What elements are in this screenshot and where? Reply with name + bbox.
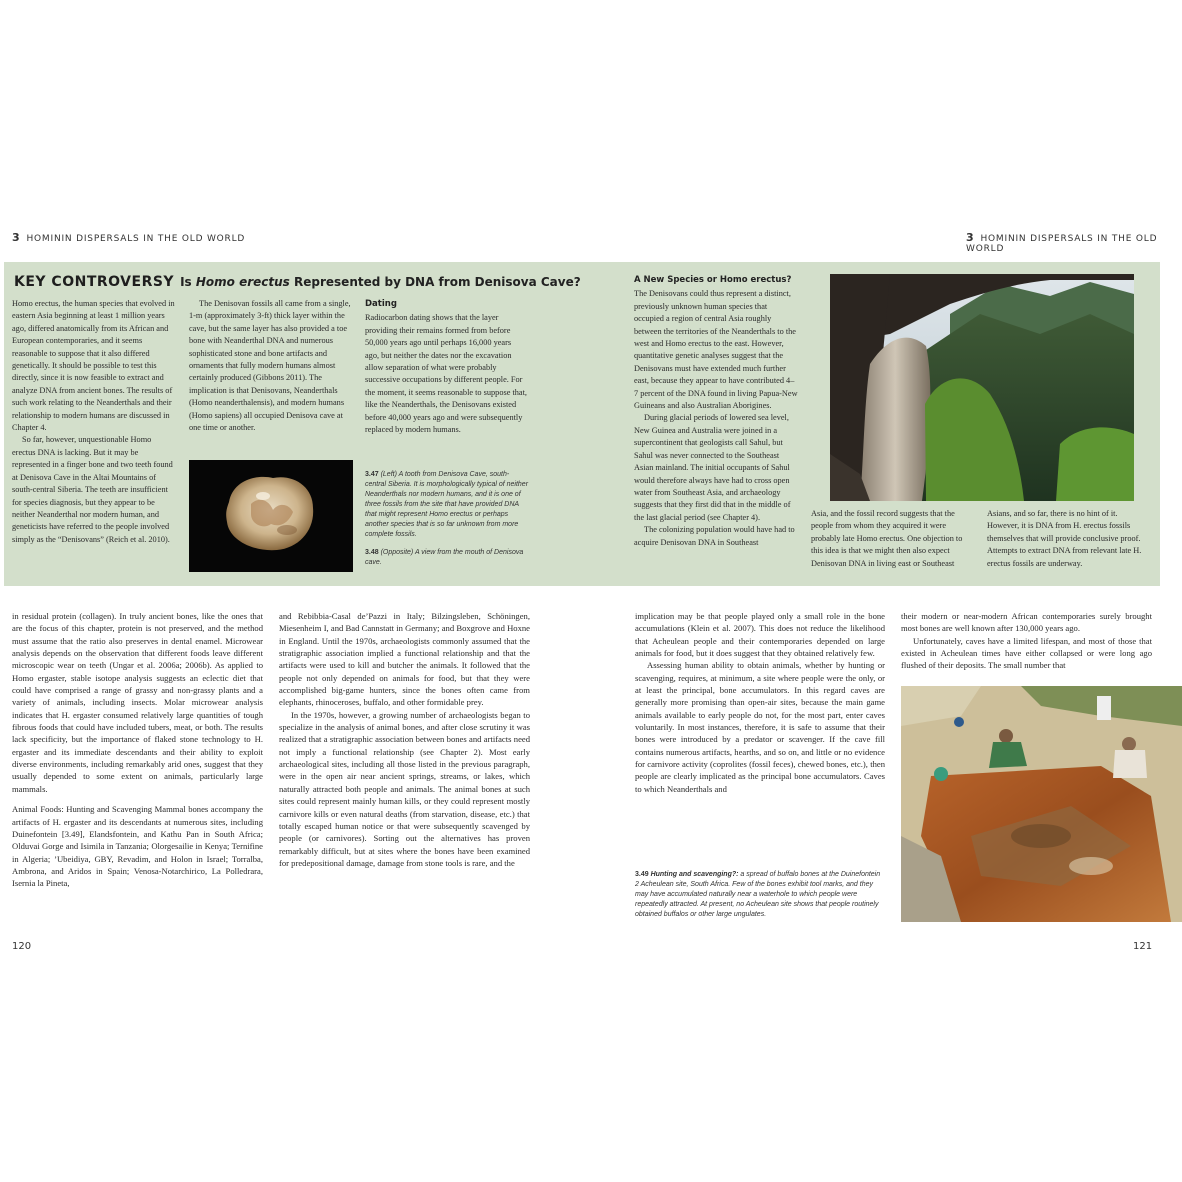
title-part: Is <box>180 275 196 289</box>
chapter-title: HOMININ DISPERSALS IN THE OLD WORLD <box>966 234 1158 254</box>
key-controversy-title <box>14 274 581 290</box>
chapter-number: 3 <box>966 231 975 244</box>
caption-text: (Opposite) A view from the mouth of Denisova cave. <box>365 549 524 566</box>
paragraph: Asians, and so far, there is no hint of it. However, it is DNA from H. erectus fossils themselves that will provide conclusive proof. Attempts to extract DNA from relevant late H. erectus fossils are underway. <box>987 509 1142 568</box>
page-number-left: 120 <box>12 941 32 952</box>
paragraph: Animal Foods: Hunting and Scavenging Mammal bones accompany the artifacts of H. ergaster and its descendants at numerous sites, including Duinefontein [3.49], Elandsfontein, and Kathu Pan in South Africa; Olduvai Gorge and Isimila in Tanzania; Olorgesailie in Kenya; Ternifine in Algeria; ’Ubeidiya, GBY, Revadim, and Holon in Israel; Torralba, Ambrona, and Aridos in Spain; Venosa-Notarchirico, La Polledrara, Isernia la Pineta, <box>12 804 263 889</box>
caption-number: 3.48 <box>365 549 379 556</box>
paragraph: The Denisovan fossils all came from a single, 1-m (approximately 3-ft) thick layer within the cave, but the same layer has also provided a toe bone with Neanderthal DNA and numerous sophisticated stone and bone artifacts and ornaments that fully modern humans almost certainly produced (Gibbons 2011). The implication is that Denisovans, Neanderthals (Homo neanderthalensis), and modern humans (Homo sapiens) all occupied Denisova cave at one time or another. <box>189 299 351 433</box>
excavation-photo <box>901 686 1182 922</box>
box-column-1 <box>12 298 175 546</box>
page-number-right: 121 <box>1133 941 1153 952</box>
paragraph: Homo erectus, the human species that evolved in eastern Asia beginning at least 1 million years ago, differed anatomically from its African and European contemporaries, and it seems reasonable to suppose that it also differed genetically. It should be possible to test this directly, since it is now feasible to extract and analyze DNA from ancient bones. The results of such work relating to the Neanderthals and their relationship to modern humans are discussed in Chapter 4. <box>12 299 175 433</box>
paragraph: Asia, and the fossil record suggests that the people from whom they acquired it were probably late Homo erectus. One objection to this idea is that we might then also expect Denisovan DNA in living east or Southeast <box>811 509 963 568</box>
paragraph: The Denisovans could thus represent a distinct, previously unknown human species that occupied a region of central Asia roughly between the territories of the Neanderthals to the west and Homo erectus to the east. However, quantitative genetic analyses suggest that the Denisovans must have extended much further east, because they appear to have contributed 4–7 percent of the DNA found in living Papua-New Guineans and also Australian Aborigines. <box>634 289 798 411</box>
title-part: Represented by DNA from Denisova Cave? <box>289 275 581 289</box>
denisova-cave-photo <box>830 274 1134 501</box>
paragraph: Assessing human ability to obtain animals, whether by hunting or scavenging, requires, at minimum, a site where people were the only, or at least the principal, bone accumulators. In this regard caves are generally more promising than open-air sites, because the main game animals available to early people do not, for the most part, enter caves voluntarily. In most instances, therefore, it is safe to assume that their bones were introduced by a predator or scavenger. If the cave fill contains numerous artifacts, hearths, and so on, and little or no evidence for carnivore activity (coprolites (fossil feces), chewed bones, etc.), then people are clearly implicated as the principal bone accumulators. Caves to which Neanderthals and <box>635 660 885 794</box>
running-header-left <box>12 231 245 244</box>
main-column-2 <box>279 610 530 869</box>
main-column-3 <box>635 610 885 795</box>
caption-3-49 <box>635 870 885 920</box>
paragraph: Radiocarbon dating shows that the layer providing their remains formed from before 50,000 years ago until perhaps 16,000 years ago, but neither the dates nor the excavation allow separation of what were probably successive occupations by different people. For the moment, it seems reasonable to suppose that, like the Neanderthals, the Denisovans existed before 40,000 years ago and were subsequently replaced by modern humans. <box>365 313 527 435</box>
paragraph: and Rebibbia-Casal de’Pazzi in Italy; Bilzingsleben, Schöningen, Miesenheim I, and Bad Cannstatt in Germany; and Boxgrove and Hoxne in England. Until the 1970s, archaeologists commonly assumed that the stratigraphic association implied a functional relationship and that the artifacts were used to kill and butcher the animals. It followed that the people not only depended on animals for food, but that they were accomplished big-game hunters, since the bones often came from elephants, rhinoceroses, buffalo, and other formidable prey. <box>279 611 530 708</box>
box-column-2 <box>189 298 351 434</box>
caption-text: a spread of buffalo bones at the Duinefontein 2 Acheulean site, South Africa. Few of the bones exhibit tool marks, and they may have accumulated naturally near a waterhole to which people were repeatedly attracted. At present, no Acheulean site shows that people routinely obtained buffalos or other large ungulates. <box>635 871 881 918</box>
caption-title: Hunting and scavenging?: <box>650 871 739 878</box>
paragraph: So far, however, unquestionable Homo erectus DNA is lacking. But it may be represented in a finger bone and two teeth found at Denisova Cave in the Altai Mountains of south-central Siberia. The teeth are insufficient for species diagnosis, but they appear to be neither Neanderthal nor modern human, and geneticists have referred to the people involved simply as the “Denisovans” (Reich et al. 2010). <box>12 435 173 544</box>
chapter-number: 3 <box>12 231 21 244</box>
box-column-5 <box>811 508 975 570</box>
chapter-title: HOMININ DISPERSALS IN THE OLD WORLD <box>26 234 246 244</box>
caption-3-48 <box>365 548 530 568</box>
caption-text: (Left) A tooth from Denisova Cave, south-central Siberia. It is morphologically typical of neither Neanderthals nor modern humans, and it is one of three fossils from the site that have provided DNA that might represent Homo erectus or perhaps another species that is so far unknown from more complete fossils. <box>365 471 529 538</box>
paragraph: During glacial periods of lowered sea level, New Guinea and Australia were joined in a supercontinent that geologists call Sahul, but Sahul was never connected to the Southeast Asian mainland. The initial occupants of Sahul would therefore always have had to cross open water from Southeast Asia, and archaeology suggests that they first did that in the middle of the last glacial period (see Chapter 4). <box>634 413 791 522</box>
box-label: KEY CONTROVERSY <box>14 274 175 290</box>
title-italic: Homo erectus <box>195 275 290 289</box>
main-column-1 <box>12 610 263 890</box>
running-header-right <box>966 231 1182 254</box>
paragraph: In the 1970s, however, a growing number of archaeologists began to specialize in the analysis of animal bones, and after close scrutiny it was realized that a stratigraphic association between bones and artifacts need not imply a functional relationship (see Chapter 2). Most early archaeological sites, including all those listed in the previous paragraph, were in the open air near ancient springs, streams, or lakes, which naturally attracted both people and animals. The animal bones at such sites could represent mainly human kills, or they could represent mostly carnivore kills or even natural deaths (from starvation, disease, etc.) that totally escaped human notice or that were subsequently scavenged by people (or carnivores). Sorting out the alternatives has proven remarkably difficult, but at sites where the bones have been examined for predepositional damage, damage from stone tools is rare, and the <box>279 709 530 868</box>
paragraph: in residual protein (collagen). In truly ancient bones, like the ones that are the focus of this chapter, protein is not preserved, and the method must assume that the ratio also preserves in dental enamel. Microwear analysis depends on the observation that different foods leave different microscopic wear on teeth (Ungar et al. 2006a; 2006b). As applied to Homo ergaster, stable isotope analysis suggests an eclectic diet that could have comprised a range of grassy and non-grassy plants and a variety of animals, including insects. Molar microwear analysis indicates that H. ergaster consumed relatively large quantities of tough fibrous foods that could have included tubers, meat, or both. The results lack specificity, but the importance of flaked stone technology to H. ergaster and its immediate descendants and their ability to exploit diverse environments, including remarkably arid ones, suggest that they usually depended to some extent on animals, particularly large mammals. <box>12 611 263 794</box>
caption-3-47 <box>365 470 530 540</box>
box-column-3 <box>365 298 527 436</box>
box-column-6 <box>987 508 1151 570</box>
caption-number: 3.47 <box>365 471 379 478</box>
paragraph: Unfortunately, caves have a limited lifespan, and most of those that existed in Acheulean times have either collapsed or were long ago flushed of their deposits. The small number that <box>901 635 1152 671</box>
main-column-4 <box>901 610 1152 672</box>
new-species-heading: A New Species or Homo erectus? <box>634 275 792 285</box>
paragraph: implication may be that people played only a small role in the bone accumulations (Klein et al. 2007). This does not reduce the likelihood that Acheulean people and their contemporaries depended on large animals for food, but it does suggest that they obtained relatively few. <box>635 611 885 659</box>
dating-heading: Dating <box>365 299 397 309</box>
box-column-4 <box>634 274 798 549</box>
caption-number: 3.49 <box>635 871 649 878</box>
paragraph: their modern or near-modern African contemporaries surely brought most bones are well known after 130,000 years ago. <box>901 611 1152 634</box>
paragraph: The colonizing population would have had to acquire Denisovan DNA in Southeast <box>634 525 795 547</box>
tooth-photo <box>189 460 353 572</box>
